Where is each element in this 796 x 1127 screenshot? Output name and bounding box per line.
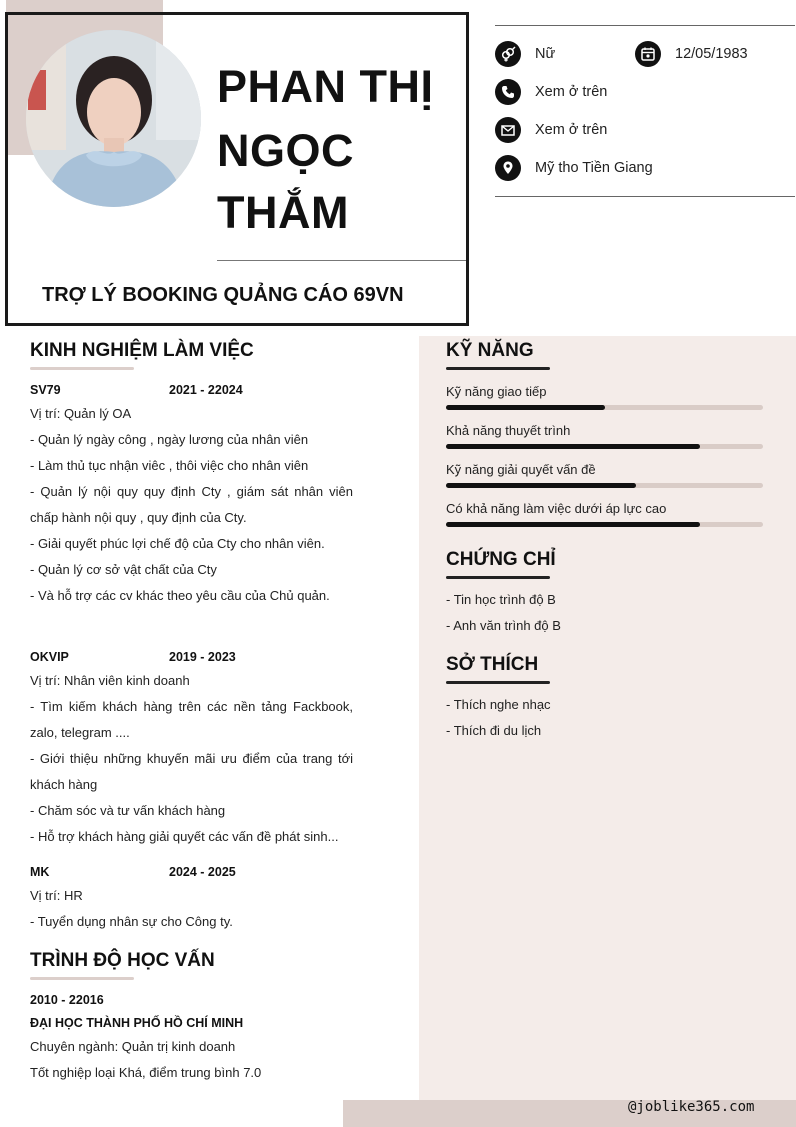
phone-value: Xem ở trên bbox=[535, 84, 608, 100]
birthday-value: 12/05/1983 bbox=[675, 46, 748, 62]
job-2-line: - Giới thiệu những khuyến mãi ưu điểm của trang tới khách hàng bbox=[30, 751, 353, 792]
education-underline bbox=[30, 977, 134, 980]
experience-title: KINH NGHIỆM LÀM VIỆC bbox=[30, 340, 254, 361]
contact-phone bbox=[495, 79, 607, 105]
skill-bar bbox=[446, 405, 763, 410]
job-1-line: - Quản lý cơ sở vật chất của Cty bbox=[30, 562, 217, 577]
skill-bar bbox=[446, 483, 763, 488]
job-1-line: - Làm thủ tục nhận viêc , thôi việc cho nhân viên bbox=[30, 458, 309, 473]
job-1-line: - Quản lý nội quy quy định Cty , giám sát nhân viên chấp hành nội quy , quy định của Cty. bbox=[30, 484, 353, 525]
skill-bar-fill bbox=[446, 444, 700, 449]
job-2-line: - Tìm kiếm khách hàng trên các nền tảng Fackbook, zalo, telegram .... bbox=[30, 699, 353, 740]
job-1-period: 2021 - 22024 bbox=[169, 383, 243, 397]
hobbies-underline bbox=[446, 681, 550, 684]
hobby-item: - Thích nghe nhạc bbox=[446, 697, 551, 712]
job-2-line: - Hỗ trợ khách hàng giải quyết các vấn đề phát sinh... bbox=[30, 829, 339, 844]
skill-label: Có khả năng làm việc dưới áp lực cao bbox=[446, 501, 667, 516]
skill-bar-fill bbox=[446, 483, 636, 488]
skill-label: Kỹ năng giao tiếp bbox=[446, 384, 547, 399]
contact-top-divider bbox=[495, 25, 795, 26]
experience-underline bbox=[30, 367, 134, 370]
address-value: Mỹ tho Tiền Giang bbox=[535, 160, 653, 176]
name-line-2: NGỌC bbox=[217, 125, 354, 176]
education-title: TRÌNH ĐỘ HỌC VẤN bbox=[30, 950, 215, 971]
job-2-line: Vị trí: Nhân viên kinh doanh bbox=[30, 673, 190, 688]
skill-bar-fill bbox=[446, 522, 700, 527]
skill-bar bbox=[446, 444, 763, 449]
job-3-line: - Tuyển dụng nhân sự cho Công ty. bbox=[30, 914, 233, 929]
footer-website: @joblike365.com bbox=[628, 1099, 755, 1115]
job-2-line: - Chăm sóc và tư vấn khách hàng bbox=[30, 803, 226, 818]
calendar-icon bbox=[635, 41, 661, 67]
skill-label: Khả năng thuyết trình bbox=[446, 423, 571, 438]
job-1-line: Vị trí: Quản lý OA bbox=[30, 406, 132, 421]
job-3-line: Vị trí: HR bbox=[30, 888, 83, 903]
skills-title: KỸ NĂNG bbox=[446, 340, 534, 361]
gender-icon bbox=[495, 41, 521, 67]
job-2-company: OKVIP bbox=[30, 650, 69, 664]
job-title: TRỢ LÝ BOOKING QUẢNG CÁO 69VN bbox=[42, 284, 404, 306]
job-2-period: 2019 - 2023 bbox=[169, 650, 236, 664]
name-line-1: PHAN THỊ bbox=[217, 61, 434, 112]
phone-icon bbox=[495, 79, 521, 105]
email-value: Xem ở trên bbox=[535, 122, 608, 138]
email-icon bbox=[495, 117, 521, 143]
job-1-line: - Giải quyết phúc lợi chế độ của Cty cho nhân viên. bbox=[30, 536, 325, 551]
certificates-title: CHỨNG CHỈ bbox=[446, 549, 556, 570]
contact-bottom-divider bbox=[495, 196, 795, 197]
contact-address bbox=[495, 155, 653, 181]
gender-value: Nữ bbox=[535, 46, 556, 62]
name-separator bbox=[217, 260, 466, 261]
job-3-company: MK bbox=[30, 865, 50, 879]
name-line-3: THẮM bbox=[217, 187, 349, 238]
hobbies-title: SỞ THÍCH bbox=[446, 654, 539, 675]
profile-photo bbox=[26, 30, 201, 207]
job-1-line: - Quản lý ngày công , ngày lương của nhân viên bbox=[30, 432, 309, 447]
contact-gender bbox=[495, 41, 555, 67]
job-1-company: SV79 bbox=[30, 383, 61, 397]
certificate-item: - Anh văn trình độ B bbox=[446, 618, 561, 633]
certificates-underline bbox=[446, 576, 550, 579]
skill-bar-fill bbox=[446, 405, 605, 410]
profile-photo-image bbox=[26, 30, 201, 207]
skill-bar bbox=[446, 522, 763, 527]
skill-label: Kỹ năng giải quyết vấn đề bbox=[446, 462, 596, 477]
certificate-item: - Tin học trình độ B bbox=[446, 592, 556, 607]
hobby-item: - Thích đi du lịch bbox=[446, 723, 542, 738]
contact-birthday bbox=[635, 41, 748, 67]
education-line: Chuyên ngành: Quản trị kinh doanh bbox=[30, 1039, 236, 1054]
education-school: ĐẠI HỌC THÀNH PHỐ HỒ CHÍ MINH bbox=[30, 1016, 244, 1030]
location-icon bbox=[495, 155, 521, 181]
education-period: 2010 - 22016 bbox=[30, 993, 104, 1007]
job-3-period: 2024 - 2025 bbox=[169, 865, 236, 879]
job-1-line: - Và hỗ trợ các cv khác theo yêu cầu của Chủ quản. bbox=[30, 588, 330, 603]
education-line: Tốt nghiệp loại Khá, điểm trung bình 7.0 bbox=[30, 1065, 262, 1080]
skills-underline bbox=[446, 367, 550, 370]
contact-email bbox=[495, 117, 607, 143]
